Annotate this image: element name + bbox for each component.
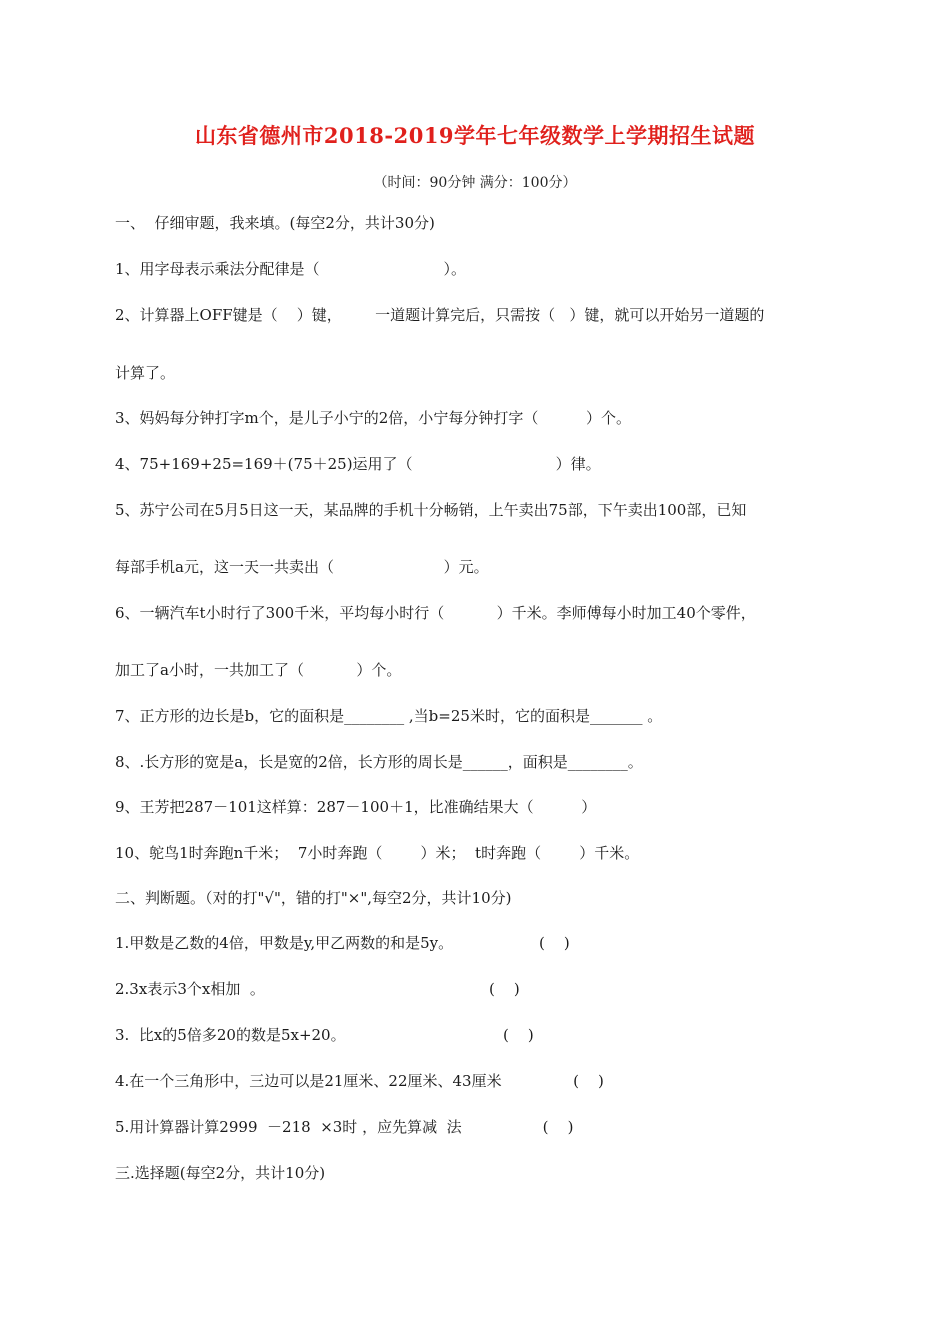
question-line: 3、妈妈每分钟打字m个，是儿子小宁的2倍，小宁每分钟打字（ ）个。 xyxy=(115,409,631,427)
question-line: 10、鸵鸟1时奔跑n千米； 7小时奔跑（ ）米； t时奔跑（ ）千米。 xyxy=(115,844,640,862)
question-line: 每部手机a元，这一天一共卖出（ ）元。 xyxy=(115,558,489,576)
question-line: 8、.长方形的宽是a，长是宽的2倍，长方形的周长是______，面积是________。 xyxy=(115,753,643,771)
section-heading: 一、 仔细审题，我来填。(每空2分，共计30分) xyxy=(115,214,435,232)
question-line: 2、计算器上OFF键是（ ）键， 一道题计算完后，只需按（ ）键，就可以开始另一道题的 xyxy=(115,306,765,324)
question-line: 计算了。 xyxy=(115,364,176,382)
section-heading: 二、判断题。（对的打"√"，错的打"×",每空2分，共计10分) xyxy=(115,889,512,907)
question-line: 1、用字母表示乘法分配律是（ ）。 xyxy=(115,260,467,278)
question-line: 5.用计算器计算2999 －218 ×3时 ，应先算减 法 ( ) xyxy=(115,1118,574,1136)
question-line: 9、王芳把287－101这样算：287－100＋1，比准确结果大（ ） xyxy=(115,798,597,816)
question-line: 7、正方形的边长是b，它的面积是________ ,当b=25米时，它的面积是_______ 。 xyxy=(115,707,663,725)
exam-time-score: （时间：90分钟 满分：100分） xyxy=(373,175,577,191)
page-title: 山东省德州市2018-2019学年七年级数学上学期招生试题 xyxy=(194,123,756,148)
question-line: 6、一辆汽车t小时行了300千米，平均每小时行（ ）千米。李师傅每小时加工40个零件， xyxy=(115,604,756,622)
section-heading: 三.选择题(每空2分，共计10分) xyxy=(115,1164,326,1182)
question-line: 5、苏宁公司在5月5日这一天，某品牌的手机十分畅销，上午卖出75部，下午卖出100部，已知 xyxy=(115,501,747,519)
question-line: 加工了a小时，一共加工了（ ）个。 xyxy=(115,661,402,679)
question-line: 3. 比x的5倍多20的数是5x+20。 ( ) xyxy=(115,1026,534,1044)
question-line: 4、75+169+25=169＋(75＋25)运用了（ ）律。 xyxy=(115,455,601,473)
question-line: 1.甲数是乙数的4倍，甲数是y,甲乙两数的和是5y。 ( ) xyxy=(115,934,570,952)
question-line: 2.3x表示3个x相加 。 ( ) xyxy=(115,980,520,998)
question-line: 4.在一个三角形中，三边可以是21厘米、22厘米、43厘米 ( ) xyxy=(115,1072,604,1090)
